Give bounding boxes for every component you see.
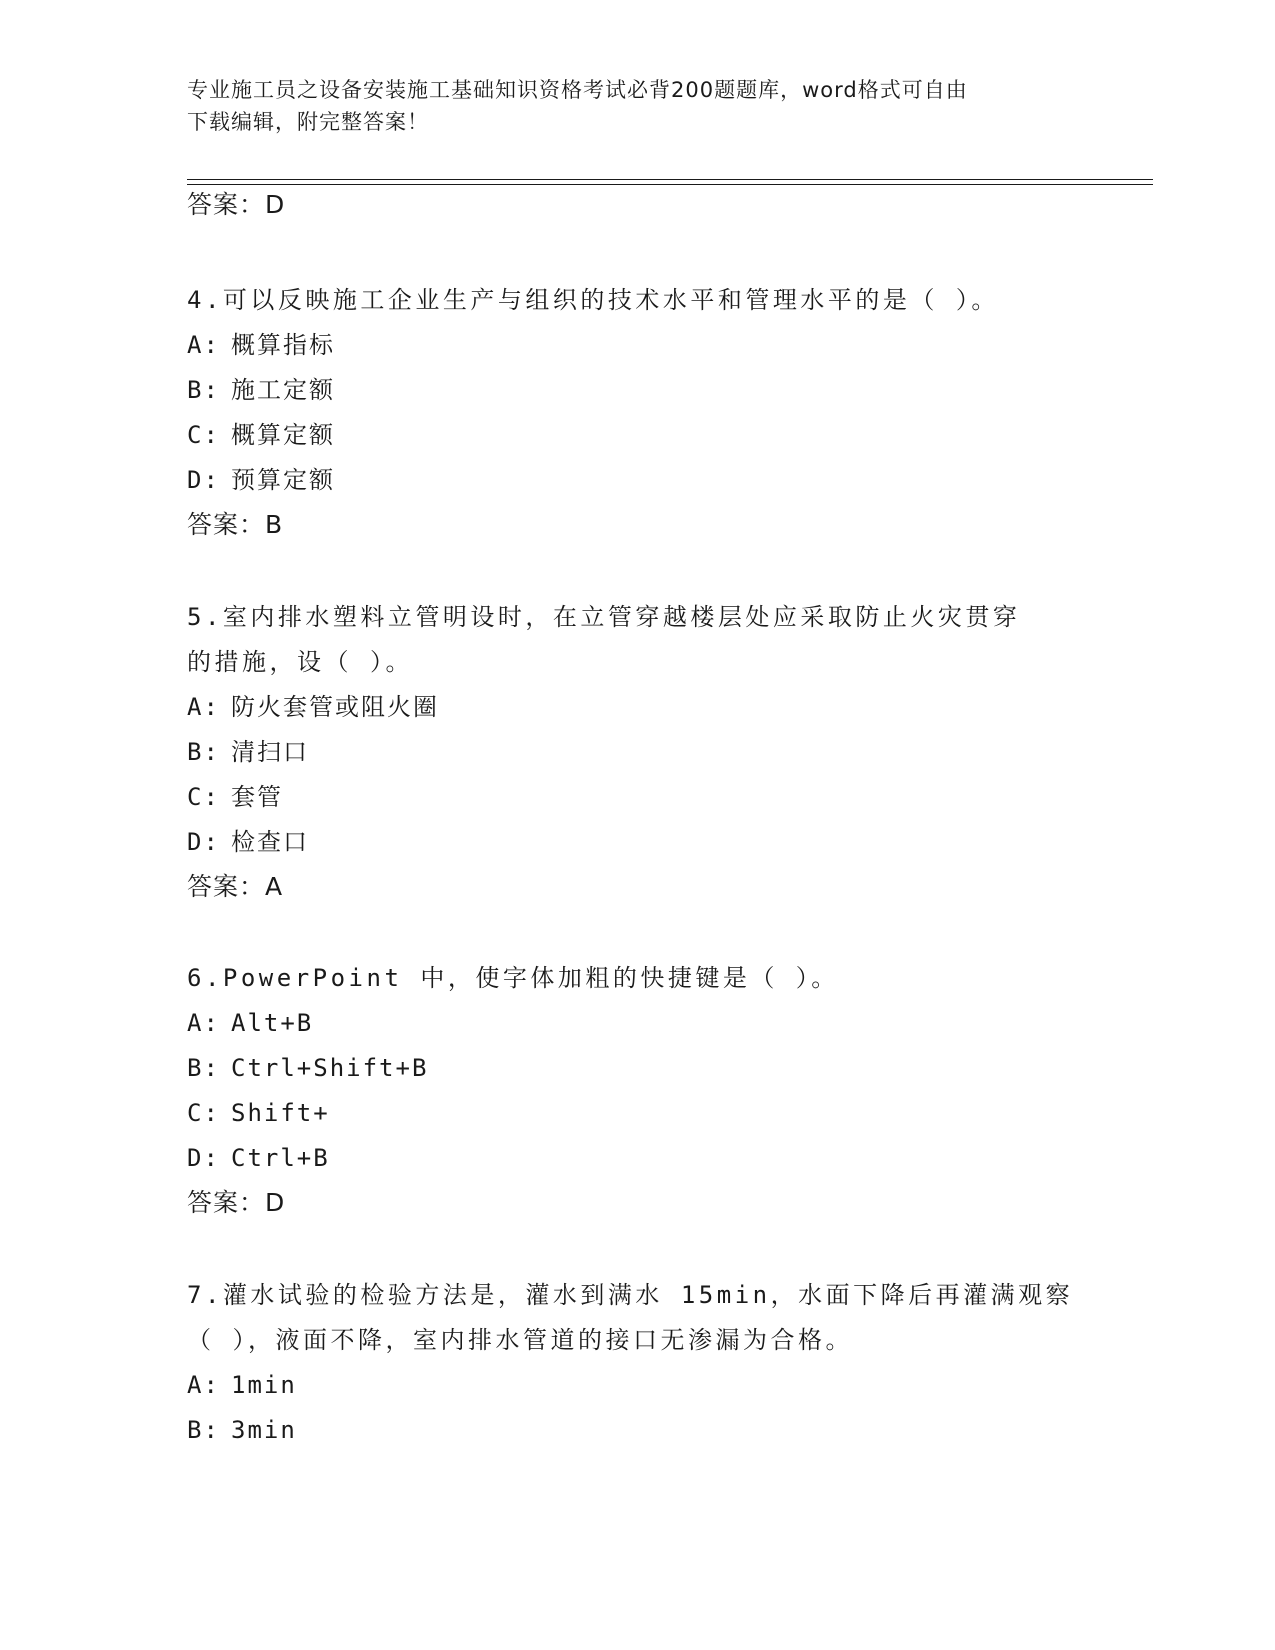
option-letter: C: bbox=[187, 421, 220, 449]
option-text: 施工定额 bbox=[231, 376, 335, 404]
question-4-option-c bbox=[187, 420, 335, 450]
question-5-option-d bbox=[187, 827, 309, 857]
question-7-option-b bbox=[187, 1415, 297, 1445]
option-text: 概算定额 bbox=[231, 421, 335, 449]
header-line-1: 专业施工员之设备安装施工基础知识资格考试必背200题题库，word格式可自由 bbox=[187, 78, 968, 102]
option-text: Ctrl+B bbox=[231, 1144, 330, 1172]
question-5-answer bbox=[187, 872, 283, 902]
question-6-text: 6.PowerPoint 中，使字体加粗的快捷键是（ ）。 bbox=[187, 964, 839, 992]
option-text: 检查口 bbox=[231, 828, 309, 856]
option-letter: C: bbox=[187, 1099, 220, 1127]
answer-prefix: 答案： bbox=[187, 872, 266, 901]
answer-prefix: 答案： bbox=[187, 510, 266, 539]
question-5-option-c bbox=[187, 782, 283, 812]
option-letter: B: bbox=[187, 1054, 220, 1082]
question-6-option-c bbox=[187, 1098, 330, 1128]
option-text: 预算定额 bbox=[231, 466, 335, 494]
question-6-option-a bbox=[187, 1008, 313, 1038]
question-5-option-b bbox=[187, 737, 309, 767]
question-6-answer bbox=[187, 1188, 285, 1218]
question-7-text-line-2: （ ），液面不降，室内排水管道的接口无渗漏为合格。 bbox=[187, 1326, 853, 1354]
option-text: 清扫口 bbox=[231, 738, 309, 766]
option-text: 防火套管或阻火圈 bbox=[231, 693, 439, 721]
option-letter: A: bbox=[187, 331, 220, 359]
question-5-text-line-2: 的措施，设（ ）。 bbox=[187, 648, 413, 676]
question-7-option-a bbox=[187, 1370, 297, 1400]
question-6-option-b bbox=[187, 1053, 428, 1083]
option-letter: B: bbox=[187, 1416, 220, 1444]
question-4-option-d bbox=[187, 465, 335, 495]
question-5-option-a bbox=[187, 692, 439, 722]
option-letter: D: bbox=[187, 466, 220, 494]
question-4-text: 4.可以反映施工企业生产与组织的技术水平和管理水平的是（ ）。 bbox=[187, 286, 999, 314]
option-text: 套管 bbox=[231, 783, 283, 811]
question-4-option-a bbox=[187, 330, 335, 360]
answer-value: D bbox=[265, 190, 286, 219]
question-7-text-line-1: 7.灌水试验的检验方法是，灌水到满水 15min，水面下降后再灌满观察 bbox=[187, 1281, 1074, 1309]
option-letter: C: bbox=[187, 783, 220, 811]
option-text: Shift+ bbox=[231, 1099, 330, 1127]
option-text: 概算指标 bbox=[231, 331, 335, 359]
question-5-text-line-1: 5.室内排水塑料立管明设时，在立管穿越楼层处应采取防止火灾贯穿 bbox=[187, 603, 1021, 631]
document-header bbox=[187, 74, 1067, 138]
answer-value: D bbox=[265, 1188, 286, 1217]
option-letter: A: bbox=[187, 693, 220, 721]
option-text: 1min bbox=[231, 1371, 297, 1399]
header-rule-top bbox=[187, 179, 1153, 180]
option-text: Alt+B bbox=[231, 1009, 314, 1037]
question-4-answer bbox=[187, 510, 283, 540]
option-letter: B: bbox=[187, 376, 220, 404]
header-rule-bottom bbox=[187, 184, 1153, 185]
option-letter: A: bbox=[187, 1371, 220, 1399]
answer-value: B bbox=[265, 510, 284, 539]
header-line-2: 下载编辑，附完整答案！ bbox=[187, 110, 429, 134]
answer-prefix: 答案： bbox=[187, 190, 266, 219]
answer-prefix: 答案： bbox=[187, 1188, 266, 1217]
option-letter: B: bbox=[187, 738, 220, 766]
question-4-option-b bbox=[187, 375, 335, 405]
answer-line-prev bbox=[187, 190, 285, 220]
option-letter: D: bbox=[187, 1144, 220, 1172]
option-letter: D: bbox=[187, 828, 220, 856]
question-6-option-d bbox=[187, 1143, 330, 1173]
answer-value: A bbox=[265, 872, 284, 901]
option-text: Ctrl+Shift+B bbox=[231, 1054, 429, 1082]
option-text: 3min bbox=[231, 1416, 297, 1444]
option-letter: A: bbox=[187, 1009, 220, 1037]
